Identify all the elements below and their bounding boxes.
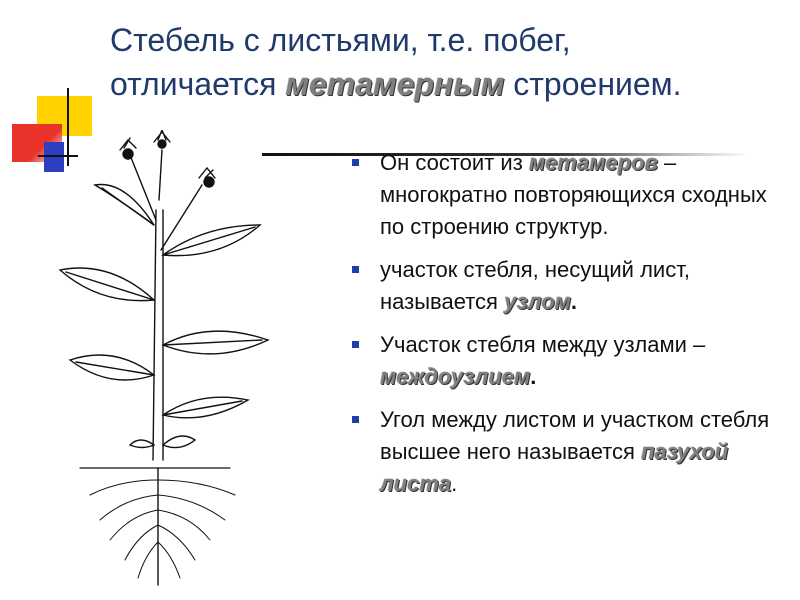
flower-right xyxy=(199,168,215,187)
bullet-emphasis: междоузлием xyxy=(380,364,531,389)
lateral-roots xyxy=(90,480,235,578)
bullet-emphasis: пазухой листа xyxy=(380,439,729,496)
slide-title xyxy=(110,18,770,106)
bullet-text: – многократно повторяющихся сходных по строению структур. xyxy=(380,150,767,239)
bullet-marker xyxy=(352,341,359,348)
leaf-mid-left xyxy=(60,268,154,301)
title-emphasis: метамерным xyxy=(285,66,505,102)
bullet-emphasis: метамеров xyxy=(528,150,658,175)
bullet-marker xyxy=(352,266,359,273)
leaf-lower-left xyxy=(70,355,154,380)
bullet-text: Участок стебля между узлами – xyxy=(380,332,706,357)
bullet-marker xyxy=(352,416,359,423)
list-item xyxy=(352,254,772,318)
branch-right xyxy=(161,185,202,250)
bullet-list xyxy=(352,147,772,511)
list-item xyxy=(352,404,772,500)
bullet-emphasis: узлом xyxy=(504,289,571,314)
bullet-text: . xyxy=(530,364,537,389)
leaf-upper-left xyxy=(95,185,154,226)
leaf-lower-right xyxy=(163,397,248,418)
bullet-text: . xyxy=(451,471,458,496)
leaf-mid-right xyxy=(163,331,268,354)
title-line-2 xyxy=(110,62,770,106)
list-item xyxy=(352,147,772,243)
leaf-upper-right xyxy=(163,225,260,256)
flower-top xyxy=(154,130,170,148)
bullet-text: Он состоит из xyxy=(380,150,529,175)
stem-left-line xyxy=(153,210,156,460)
bullet-text: участок стебля, несущий лист, называется xyxy=(380,257,690,314)
list-item xyxy=(352,329,772,393)
plant-diagram xyxy=(30,130,280,595)
branch-mid xyxy=(159,150,162,200)
bullet-marker xyxy=(352,159,359,166)
flower-left xyxy=(120,138,136,159)
bullet-text: . xyxy=(570,289,578,314)
bullet-text: Угол между листом и участком стебля высшее него называется xyxy=(380,407,770,464)
title-line-1: Стебель с листьями, т.е. побег, xyxy=(110,22,571,58)
title-text-before: отличается xyxy=(110,66,286,102)
title-text-after: строением. xyxy=(504,66,682,102)
